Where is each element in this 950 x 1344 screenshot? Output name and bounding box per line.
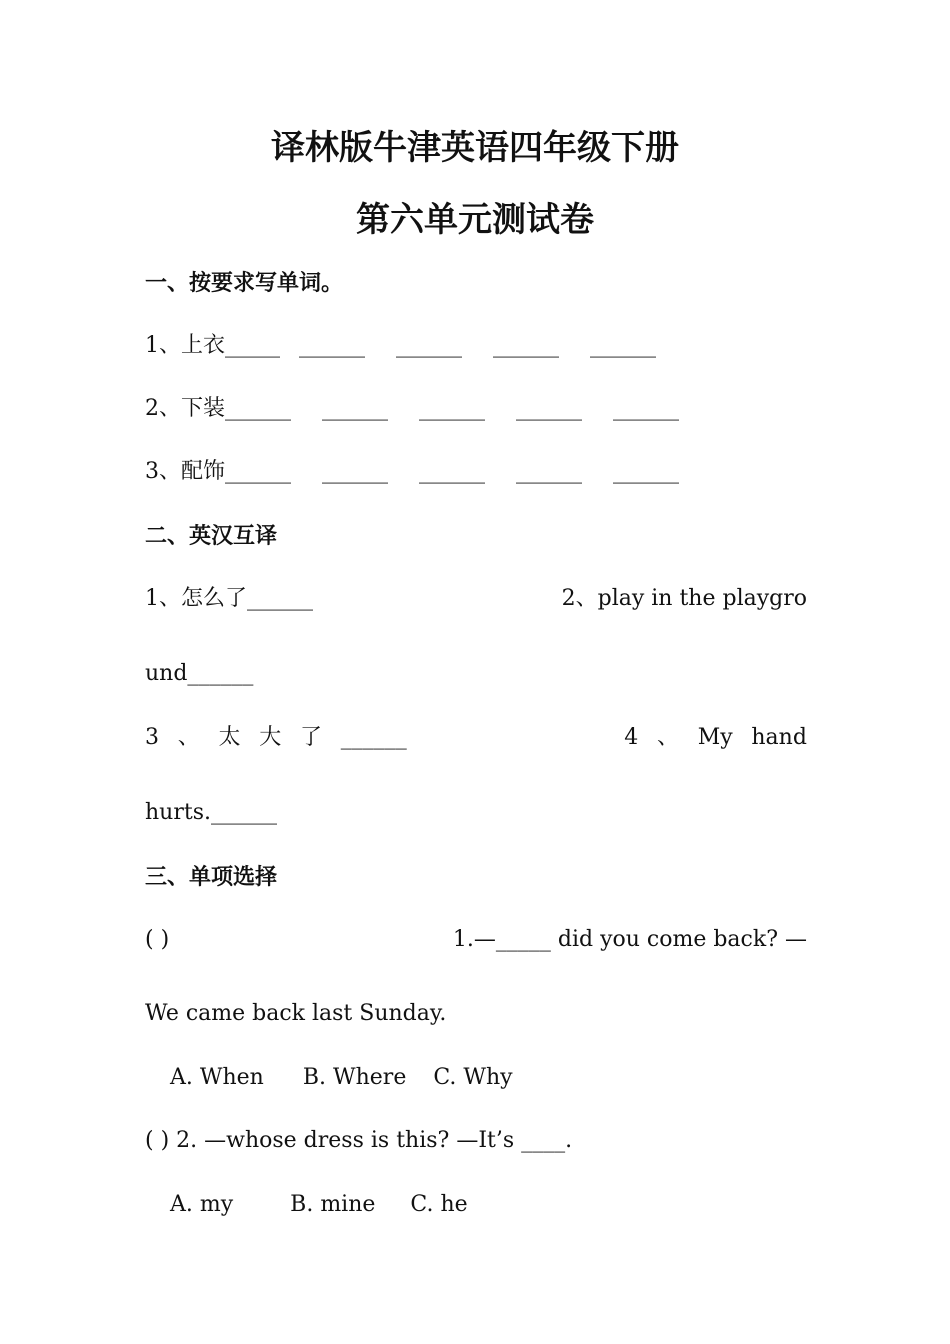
answer-blank[interactable]: ______ bbox=[613, 459, 679, 484]
translate-q4-num: 4 bbox=[624, 725, 639, 750]
translate-q4-continued: hurts.______ bbox=[145, 800, 277, 825]
translate-q2: 2、play in the playgro bbox=[561, 586, 807, 611]
answer-blank[interactable]: ______ bbox=[516, 459, 582, 484]
section-3-heading: 三、单项选择 bbox=[145, 864, 278, 890]
choice-q2-options bbox=[145, 1190, 832, 1220]
option-a: A. my bbox=[170, 1192, 234, 1217]
option-b: B. Where bbox=[302, 1065, 407, 1090]
translate-q1: 1、怎么了______ bbox=[145, 586, 313, 611]
translate-q3-word: 了 bbox=[299, 725, 322, 750]
translate-q4-sep: 、 bbox=[656, 725, 679, 750]
answer-blank[interactable]: ______ bbox=[419, 459, 485, 484]
choice-q1-options bbox=[145, 1063, 832, 1093]
answer-blank[interactable]: ______ bbox=[516, 396, 582, 421]
answer-blank[interactable]: ______ bbox=[322, 459, 388, 484]
answer-blank[interactable]: ______ bbox=[590, 333, 656, 358]
answer-blank[interactable]: ______ bbox=[613, 396, 679, 421]
item-label: 2、下装 bbox=[145, 396, 225, 421]
option-a: A. When bbox=[170, 1065, 264, 1090]
translate-q4-word: hand bbox=[751, 725, 807, 750]
answer-blank[interactable]: ______ bbox=[493, 333, 559, 358]
choice-q1-text: 1.—_____ did you come back? — bbox=[452, 927, 807, 952]
option-b: B. mine bbox=[290, 1192, 376, 1217]
answer-blank[interactable]: ______ bbox=[299, 333, 365, 358]
item-label: 1、上衣 bbox=[145, 333, 225, 358]
answer-blank[interactable]: ______ bbox=[419, 396, 485, 421]
title-line-2: 第六单元测试卷 bbox=[356, 200, 594, 240]
translate-q3-word: 太 bbox=[218, 725, 241, 750]
translate-q4-word: My bbox=[697, 725, 733, 750]
option-c: C. Why bbox=[433, 1065, 513, 1090]
section-2-row-2 bbox=[145, 723, 807, 753]
choice-q1-row bbox=[145, 925, 807, 955]
section-1-item-1 bbox=[145, 331, 807, 361]
answer-paren[interactable]: ( ) bbox=[145, 927, 170, 952]
answer-blank[interactable]: _____ bbox=[225, 333, 280, 358]
title-line-1: 译林版牛津英语四年级下册 bbox=[271, 128, 679, 168]
answer-blank[interactable]: ______ bbox=[322, 396, 388, 421]
translate-q2-continued: und______ bbox=[145, 661, 254, 686]
choice-q2-text: ( ) 2. —whose dress is this? —It’s ____. bbox=[145, 1128, 573, 1153]
translate-q3-num: 3 bbox=[145, 725, 159, 750]
answer-blank[interactable]: ______ bbox=[396, 333, 462, 358]
section-1-item-2 bbox=[145, 394, 807, 424]
section-2-row-1 bbox=[145, 584, 807, 614]
answer-blank[interactable]: ______ bbox=[225, 396, 291, 421]
answer-blank[interactable]: ______ bbox=[340, 725, 407, 750]
translate-q3-word: 大 bbox=[259, 725, 282, 750]
choice-q1-continued: We came back last Sunday. bbox=[145, 1001, 447, 1026]
translate-q3-sep: 、 bbox=[177, 725, 200, 750]
section-2-heading: 二、英汉互译 bbox=[145, 523, 278, 549]
item-label: 3、配饰 bbox=[145, 459, 225, 484]
option-c: C. he bbox=[410, 1192, 468, 1217]
section-1-item-3 bbox=[145, 457, 807, 487]
section-1-heading: 一、按要求写单词。 bbox=[145, 270, 344, 296]
answer-blank[interactable]: ______ bbox=[225, 459, 291, 484]
